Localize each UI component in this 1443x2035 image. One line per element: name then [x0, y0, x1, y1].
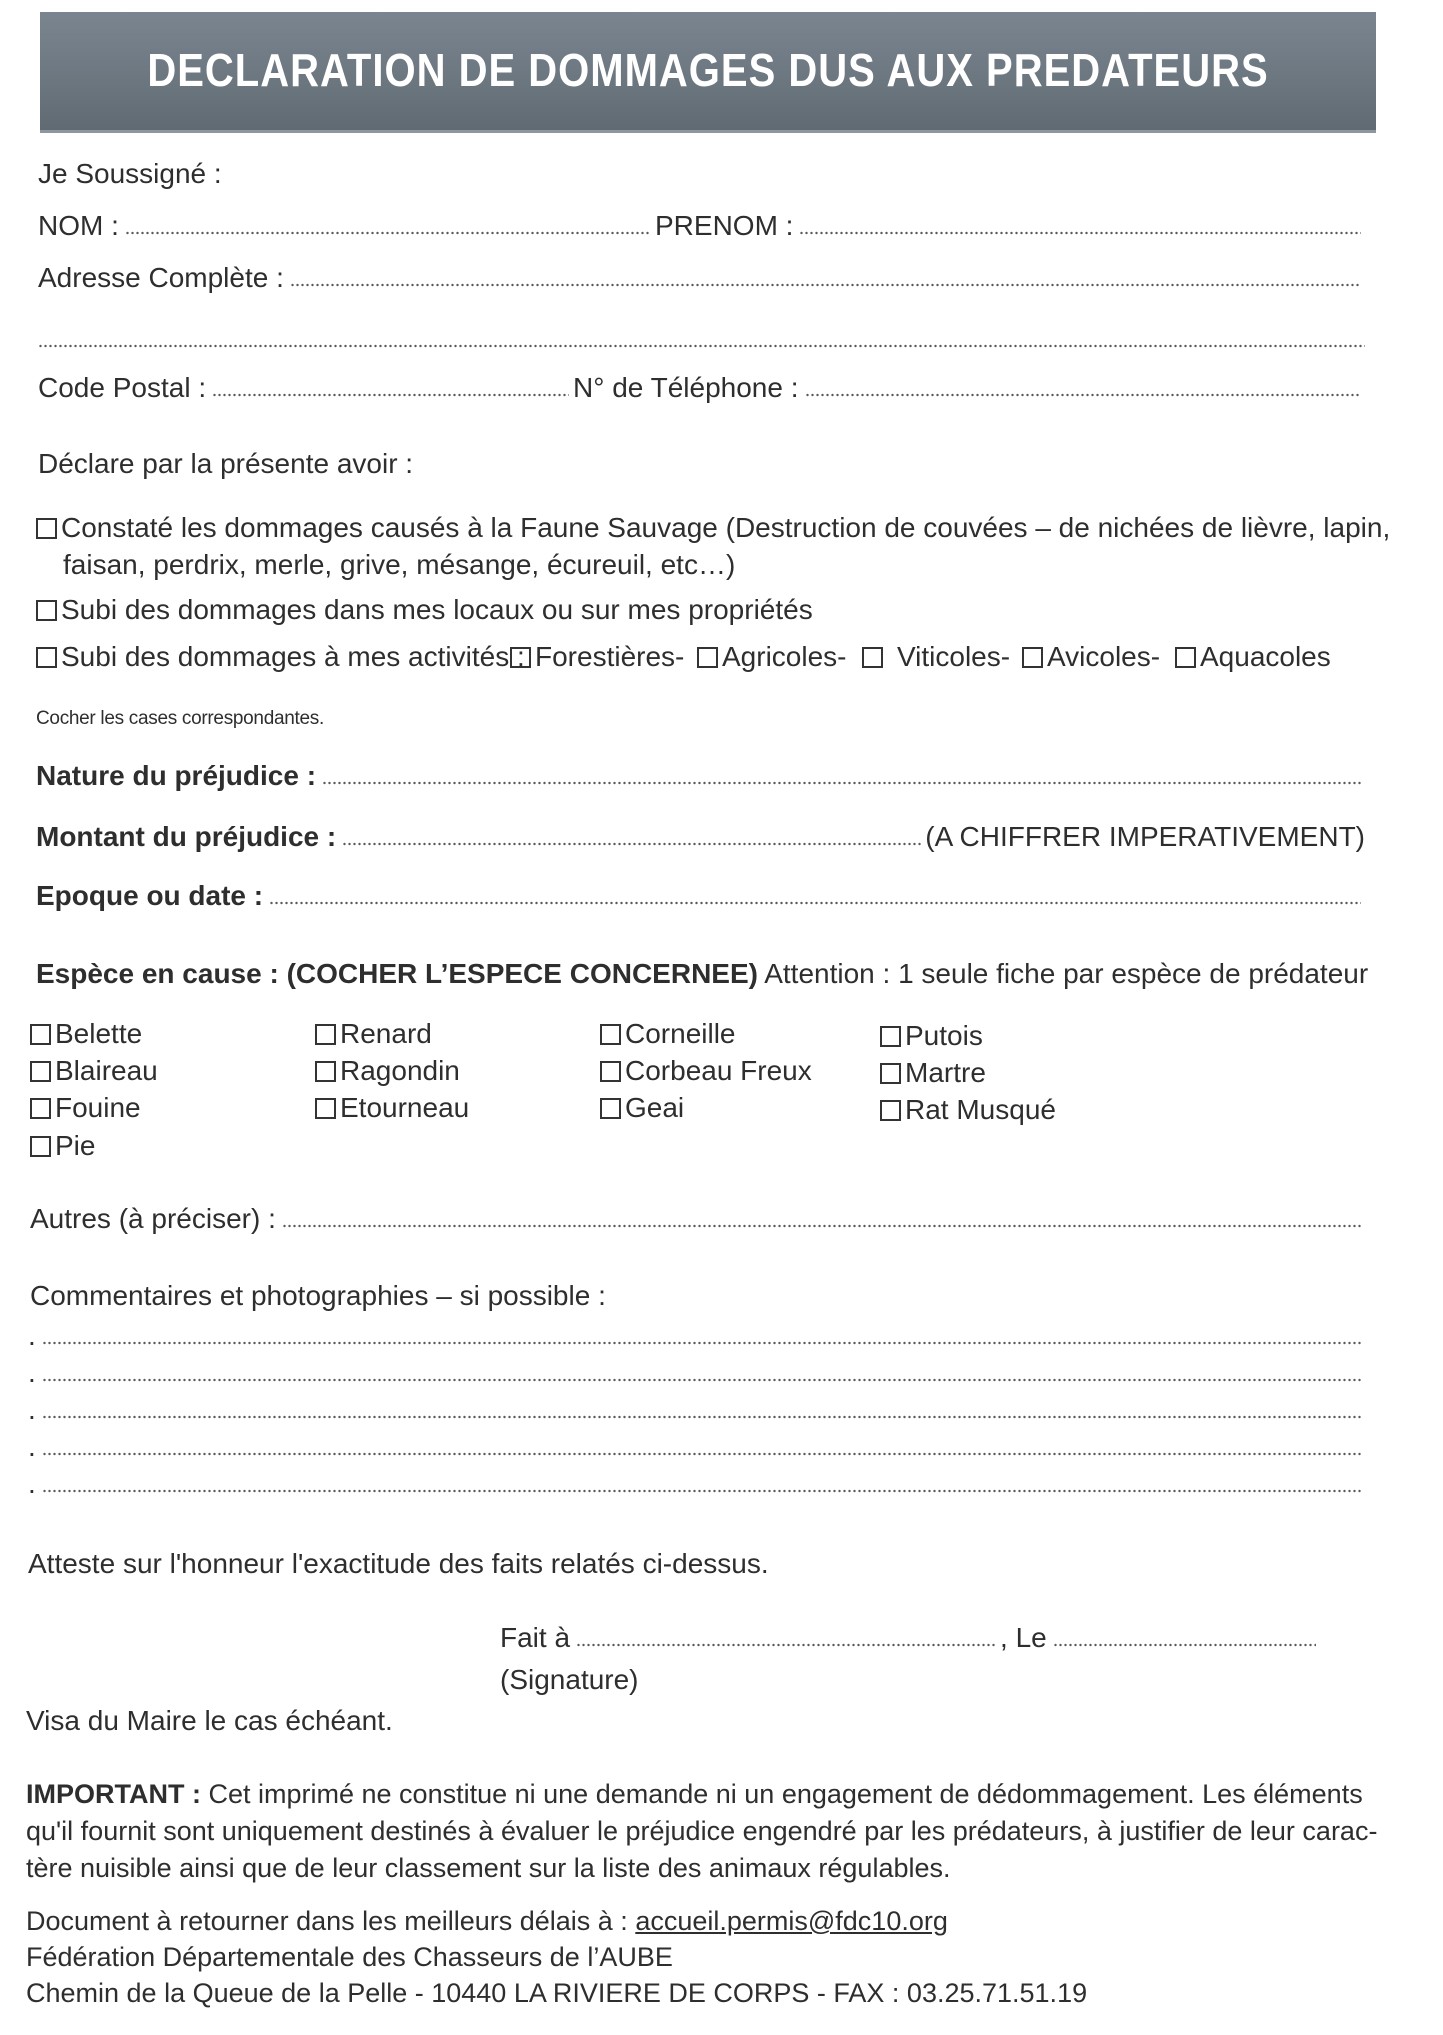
checkbox[interactable]: [600, 1024, 621, 1045]
checkbox[interactable]: [315, 1024, 336, 1045]
fait-le-field[interactable]: [500, 1622, 1320, 1654]
checkbox[interactable]: [315, 1098, 336, 1119]
species-label: Martre: [905, 1057, 986, 1088]
montant-field[interactable]: [36, 821, 1365, 853]
activity-agricoles[interactable]: [697, 641, 847, 673]
species-label: Renard: [340, 1018, 432, 1049]
activity-forestieres[interactable]: [510, 641, 684, 673]
comment-line-5[interactable]: [28, 1468, 1365, 1500]
fait-label: Fait à: [500, 1622, 571, 1653]
nature-field[interactable]: [36, 760, 1365, 792]
species-label: Blaireau: [55, 1055, 158, 1086]
line-marker: .: [28, 1394, 36, 1425]
checkbox[interactable]: [30, 1098, 51, 1119]
comment-dots[interactable]: [42, 1341, 1361, 1345]
line-marker: .: [28, 1468, 36, 1499]
species-label: Corneille: [625, 1018, 736, 1049]
comment-line-1[interactable]: [28, 1320, 1365, 1352]
species-label: Corbeau Freux: [625, 1055, 812, 1086]
prenom-label: PRENOM :: [655, 210, 794, 241]
federation-address: Chemin de la Queue de la Pelle - 10440 LA RIVIERE DE CORPS - FAX : 03.25.71.51.19: [26, 1978, 1088, 2008]
checkbox[interactable]: [315, 1061, 336, 1082]
comment-dots[interactable]: [42, 1415, 1361, 1419]
checkbox[interactable]: [1022, 647, 1043, 668]
separator: -: [1150, 641, 1161, 672]
species-heading-bold: Espèce en cause : (COCHER L’ESPECE CONCERNEE): [36, 958, 758, 989]
adresse-field[interactable]: [38, 262, 1365, 294]
checkbox[interactable]: [30, 1024, 51, 1045]
prenom-line[interactable]: [799, 231, 1361, 235]
activity-label: Aquacoles: [1200, 641, 1331, 672]
epoque-line[interactable]: [269, 901, 1361, 905]
species-label: Fouine: [55, 1092, 141, 1123]
activity-avicoles[interactable]: [1022, 641, 1160, 673]
species-rat-musque[interactable]: [880, 1094, 1056, 1126]
code-postal-field[interactable]: [38, 372, 573, 404]
important-label: IMPORTANT :: [26, 1779, 201, 1809]
form-title: DECLARATION DE DOMMAGES DUS AUX PREDATEURS: [147, 45, 1269, 96]
species-label: Pie: [55, 1130, 96, 1161]
checkbox[interactable]: [862, 647, 883, 668]
species-pie[interactable]: [30, 1130, 95, 1162]
checkbox[interactable]: [30, 1061, 51, 1082]
nom-field[interactable]: [38, 210, 655, 242]
code-postal-line[interactable]: [212, 393, 569, 397]
adresse-line[interactable]: [290, 283, 1361, 287]
prenom-field[interactable]: [655, 210, 1365, 242]
species-geai[interactable]: [600, 1092, 684, 1124]
checkbox[interactable]: [880, 1026, 901, 1047]
option-faune-sauvage[interactable]: [36, 512, 1390, 544]
intro-label: Je Soussigné :: [38, 158, 222, 189]
comment-line-3[interactable]: [28, 1394, 1365, 1426]
checkbox[interactable]: [36, 647, 57, 668]
comment-line-4[interactable]: [28, 1431, 1365, 1463]
important-line-3: tère nuisible ainsi que de leur classement sur la liste des animaux régulables.: [26, 1853, 951, 1883]
line-marker: .: [28, 1320, 36, 1351]
species-label: Etourneau: [340, 1092, 470, 1123]
activity-label: Forestières: [535, 641, 676, 672]
fait-line[interactable]: [576, 1643, 996, 1647]
separator: -: [675, 641, 685, 672]
species-blaireau[interactable]: [30, 1055, 158, 1087]
species-etourneau[interactable]: [315, 1092, 469, 1124]
species-renard[interactable]: [315, 1018, 432, 1050]
autres-label: Autres (à préciser) :: [30, 1203, 276, 1234]
activity-label: Avicoles: [1047, 641, 1151, 672]
species-label: Belette: [55, 1018, 143, 1049]
important-notice: [26, 1776, 1378, 1887]
montant-label: Montant du préjudice :: [36, 821, 337, 852]
option-label: Subi des dommages dans mes locaux ou sur mes propriétés: [61, 594, 813, 625]
important-line-2: qu'il fournit sont uniquement destinés à évaluer le préjudice engendré par les prédateurs, à justifier de leur carac-: [26, 1816, 1378, 1846]
montant-note: (A CHIFFRER IMPERATIVEMENT): [925, 821, 1365, 852]
species-belette[interactable]: [30, 1018, 142, 1050]
checkbox[interactable]: [697, 647, 718, 668]
species-label: Geai: [625, 1092, 685, 1123]
species-label: Ragondin: [340, 1055, 460, 1086]
separator: -: [1000, 641, 1011, 672]
activity-label: Viticoles: [897, 641, 1001, 672]
checkbox[interactable]: [600, 1098, 621, 1119]
comment-dots[interactable]: [42, 1378, 1361, 1382]
epoque-field[interactable]: [36, 880, 1365, 912]
species-label: Putois: [905, 1020, 983, 1051]
option-label: Subi des dommages à mes activités :: [61, 641, 525, 672]
nom-line[interactable]: [125, 231, 651, 235]
email-link[interactable]: accueil.permis@fdc10.org: [635, 1906, 948, 1936]
autres-line[interactable]: [282, 1224, 1361, 1228]
nature-label: Nature du préjudice :: [36, 760, 317, 791]
species-corbeau-freux[interactable]: [600, 1055, 812, 1087]
adresse-label: Adresse Complète :: [38, 262, 284, 293]
option-activites[interactable]: [36, 641, 525, 673]
checkbox[interactable]: [36, 600, 57, 621]
telephone-field[interactable]: [573, 372, 1365, 404]
species-ragondin[interactable]: [315, 1055, 460, 1087]
montant-line[interactable]: [342, 842, 921, 846]
species-heading: [36, 958, 1368, 990]
nom-label: NOM :: [38, 210, 119, 241]
activity-viticoles[interactable]: [862, 641, 1010, 673]
option-label: Constaté les dommages causés à la Faune Sauvage (Destruction de couvées – de nichées de lièvre, lapin,: [61, 512, 1391, 543]
comment-dots[interactable]: [42, 1452, 1361, 1456]
checkbox[interactable]: [880, 1063, 901, 1084]
checkbox-hint: Cocher les cases correspondantes.: [36, 708, 324, 729]
species-heading-note: Attention : 1 seule fiche par espèce de prédateur: [764, 958, 1369, 989]
attestation-text: Atteste sur l'honneur l'exactitude des faits relatés ci-dessus.: [28, 1548, 769, 1579]
comments-label: Commentaires et photographies – si possible :: [30, 1280, 606, 1311]
important-line-1: Cet imprimé ne constitue ni une demande ni un engagement de dédommagement. Les éléments: [208, 1779, 1363, 1809]
le-line[interactable]: [1053, 1643, 1316, 1647]
comment-dots[interactable]: [42, 1489, 1361, 1493]
checkbox[interactable]: [36, 518, 57, 539]
return-label: Document à retourner dans les meilleurs délais à :: [26, 1906, 628, 1936]
checkbox[interactable]: [30, 1136, 51, 1157]
federation-name: Fédération Départementale des Chasseurs de l’AUBE: [26, 1942, 673, 1972]
le-label: , Le: [1000, 1622, 1047, 1653]
checkbox[interactable]: [1175, 647, 1196, 668]
comment-line-2[interactable]: [28, 1357, 1365, 1389]
visa-label: Visa du Maire le cas échéant.: [26, 1705, 393, 1736]
telephone-line[interactable]: [805, 393, 1361, 397]
species-putois[interactable]: [880, 1020, 983, 1052]
checkbox[interactable]: [600, 1061, 621, 1082]
code-postal-label: Code Postal :: [38, 372, 207, 403]
checkbox[interactable]: [880, 1100, 901, 1121]
activity-label: Agricoles: [722, 641, 838, 672]
separator: -: [837, 641, 847, 672]
nature-line[interactable]: [322, 781, 1361, 785]
adresse-line-2[interactable]: [38, 344, 1365, 348]
species-fouine[interactable]: [30, 1092, 141, 1124]
epoque-label: Epoque ou date :: [36, 880, 264, 911]
option-locaux[interactable]: [36, 594, 813, 626]
species-label: Rat Musqué: [905, 1094, 1056, 1125]
title-banner: [40, 12, 1376, 130]
species-martre[interactable]: [880, 1057, 986, 1089]
species-corneille[interactable]: [600, 1018, 736, 1050]
line-marker: .: [28, 1431, 36, 1462]
declaration-intro: Déclare par la présente avoir :: [38, 448, 414, 479]
return-info: [26, 1903, 1371, 2011]
line-marker: .: [28, 1357, 36, 1388]
telephone-label: N° de Téléphone :: [573, 372, 799, 403]
checkbox[interactable]: [510, 647, 531, 668]
signature-label: (Signature): [500, 1664, 639, 1695]
autres-field[interactable]: [30, 1203, 1365, 1235]
activity-aquacoles[interactable]: [1175, 641, 1331, 673]
option-label-continued: faisan, perdrix, merle, grive, mésange, écureuil, etc…): [63, 549, 736, 580]
